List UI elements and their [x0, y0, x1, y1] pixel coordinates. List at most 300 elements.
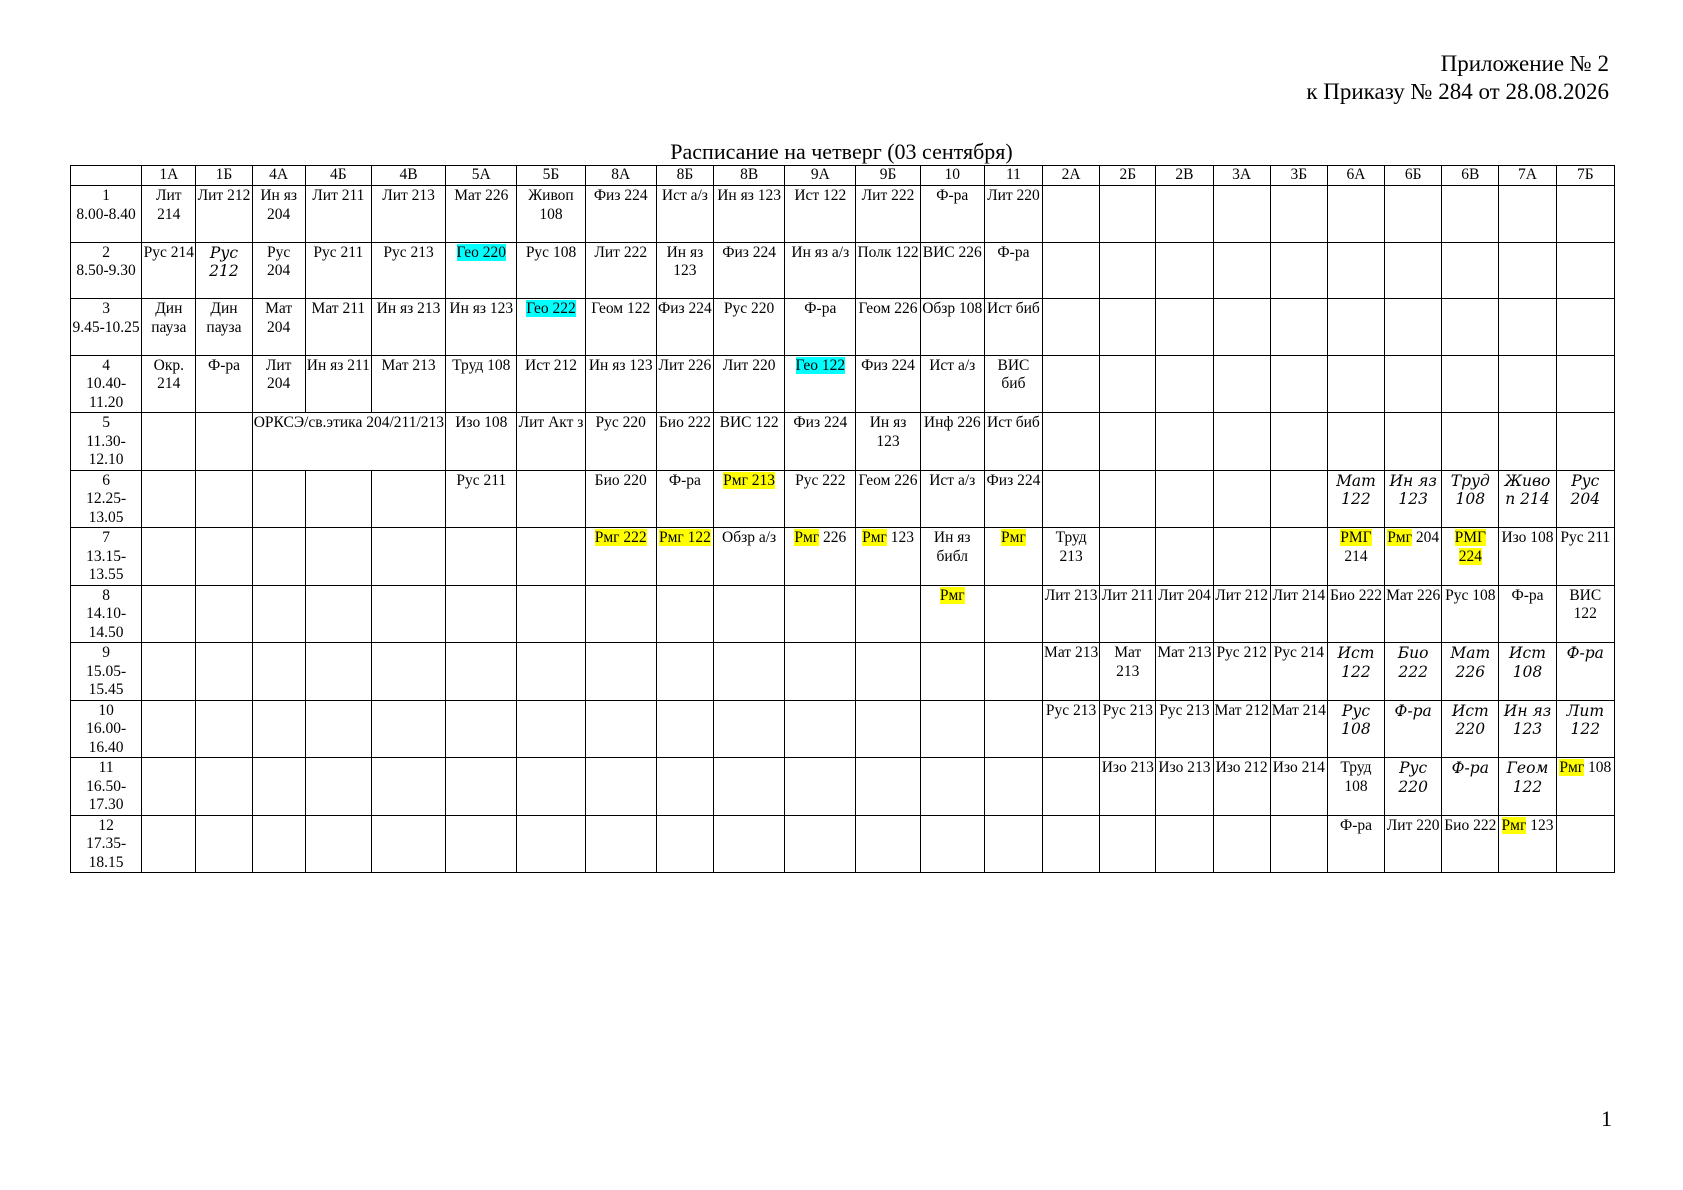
subject-room: Мат 213 [1114, 644, 1142, 680]
schedule-cell [920, 758, 984, 816]
subject-room: Лит 211 [312, 187, 365, 204]
subject-room: ВИС 122 [719, 414, 779, 431]
schedule-cell [856, 815, 920, 873]
schedule-cell [1270, 585, 1327, 643]
schedule-cell [1156, 470, 1213, 528]
schedule-cell [142, 355, 196, 413]
schedule-cell [196, 299, 252, 356]
schedule-cell [1327, 413, 1384, 471]
lesson-slot [71, 758, 142, 816]
schedule-cell [305, 643, 371, 701]
lesson-number: 2 [102, 243, 110, 261]
schedule-cell [1100, 585, 1156, 643]
schedule-cell [585, 643, 656, 701]
schedule-cell [1556, 413, 1614, 471]
schedule-cell [656, 585, 713, 643]
subject-room: Ист а/з [929, 356, 976, 374]
subject-room: Рмг 123 [1501, 816, 1554, 834]
schedule-cell [517, 355, 585, 413]
lesson-time: 8.00-8.40 [76, 205, 136, 223]
subject-room: Рус 220 [1398, 759, 1428, 796]
schedule-cell [920, 585, 984, 643]
schedule-cell [920, 700, 984, 758]
class-header: 4Б [305, 166, 371, 186]
schedule-cell [1556, 299, 1614, 356]
schedule-cell [196, 643, 252, 701]
schedule-cell [984, 528, 1042, 586]
subject-room: Дин пауза [151, 300, 187, 336]
subject-room: Ист биб [987, 300, 1040, 317]
schedule-cell [1442, 242, 1499, 299]
schedule-cell [446, 528, 517, 586]
schedule-cell [1043, 585, 1100, 643]
schedule-cell [656, 413, 713, 471]
subject-room: Ист 212 [525, 356, 577, 374]
schedule-cell [1100, 470, 1156, 528]
schedule-cell [305, 815, 371, 873]
schedule-cell [371, 815, 445, 873]
schedule-cell [1043, 186, 1100, 243]
schedule-cell [1556, 528, 1614, 586]
schedule-cell [1385, 585, 1442, 643]
subject-room: Ф-ра [668, 471, 701, 489]
subject-room: Рус 222 [795, 471, 846, 489]
schedule-cell [371, 242, 445, 299]
subject-room: Геом 226 [858, 300, 918, 317]
schedule-cell [1327, 186, 1384, 243]
lesson-slot [71, 355, 142, 413]
subject-room: Ф-ра [936, 187, 969, 204]
lesson-time: 10.40-11.20 [86, 375, 127, 411]
schedule-cell [585, 815, 656, 873]
subject-room: Рус 213 [383, 243, 434, 261]
lesson-row [71, 470, 1615, 528]
subject-room: Лит 211 [1101, 586, 1154, 604]
schedule-cell [371, 528, 445, 586]
schedule-cell [517, 186, 585, 243]
schedule-cell [142, 413, 196, 471]
lesson-number: 5 [102, 414, 110, 431]
schedule-cell [856, 643, 920, 701]
schedule-cell [196, 528, 252, 586]
subject-room: Рус 212 [1216, 644, 1267, 661]
subject-room: Труд 108 [1340, 759, 1372, 795]
schedule-cell [1043, 700, 1100, 758]
class-header: 10 [920, 166, 984, 186]
lesson-number: 12 [98, 816, 114, 834]
lesson-slot [71, 643, 142, 701]
schedule-cell [1499, 528, 1556, 586]
subject-room: Лит 213 [382, 187, 435, 204]
subject-room: Ист а/з [661, 187, 708, 204]
schedule-cell [656, 700, 713, 758]
schedule-cell [196, 758, 252, 816]
class-header: 2Б [1100, 166, 1156, 186]
lesson-row [71, 815, 1615, 873]
lesson-number: 10 [98, 701, 114, 719]
schedule-title: Расписание на четверг (03 сентября) [670, 139, 1013, 164]
schedule-cell [656, 470, 713, 528]
schedule-cell [1213, 355, 1270, 413]
schedule-cell [1499, 299, 1556, 356]
schedule-cell [371, 355, 445, 413]
schedule-cell [517, 700, 585, 758]
schedule-cell [984, 815, 1042, 873]
schedule-cell [142, 758, 196, 816]
corner-cell [71, 166, 142, 186]
subject-room: Лит 213 [1044, 586, 1098, 604]
schedule-cell [371, 585, 445, 643]
subject-room: Ф-ра [1394, 701, 1432, 720]
schedule-cell [142, 643, 196, 701]
schedule-cell [585, 413, 656, 471]
schedule-cell [196, 413, 252, 471]
schedule-cell [1385, 815, 1442, 873]
schedule-cell [1327, 242, 1384, 299]
schedule-cell [1156, 643, 1213, 701]
subject-room: Лит 204 [1158, 586, 1211, 604]
schedule-cell [1043, 413, 1100, 471]
lesson-slot [71, 186, 142, 243]
schedule-cell [785, 528, 856, 586]
schedule-cell [1499, 585, 1556, 643]
class-header: 6В [1442, 166, 1499, 186]
schedule-cell [984, 643, 1042, 701]
subject-room: Ин яз 123 [1389, 471, 1437, 508]
schedule-cell [785, 470, 856, 528]
subject-room: Лит 212 [197, 187, 251, 204]
schedule-cell [196, 186, 252, 243]
schedule-cell [585, 186, 656, 243]
schedule-cell [920, 242, 984, 299]
schedule-cell [656, 355, 713, 413]
schedule-cell [1043, 643, 1100, 701]
subject-room: Геом 122 [1506, 759, 1549, 796]
schedule-cell [714, 413, 785, 471]
schedule-cell [1385, 186, 1442, 243]
schedule-cell [196, 355, 252, 413]
schedule-cell [1213, 299, 1270, 356]
subject-room: Рмг 123 [862, 529, 914, 546]
subject-room: Рус 211 [1560, 529, 1611, 546]
subject-room: Мат 212 [1214, 701, 1269, 719]
schedule-cell [984, 585, 1042, 643]
subject-room: Лит 220 [1386, 816, 1440, 834]
subject-room: Мат 213 [381, 356, 436, 374]
schedule-cell [142, 242, 196, 299]
schedule-cell [517, 528, 585, 586]
schedule-cell [856, 758, 920, 816]
appendix-label: Приложение № 2 [1440, 51, 1609, 76]
lesson-number: 6 [102, 471, 110, 489]
subject-room: Мат 122 [1336, 471, 1376, 508]
schedule-cell [371, 470, 445, 528]
schedule-cell [785, 815, 856, 873]
subject-room: Ист 220 [1451, 701, 1489, 738]
schedule-cell [1556, 355, 1614, 413]
lesson-slot [71, 815, 142, 873]
subject-room: Ф-ра [1339, 816, 1372, 834]
schedule-cell [1499, 758, 1556, 816]
schedule-cell [785, 242, 856, 299]
schedule-cell [1442, 355, 1499, 413]
subject-room: Изо 212 [1215, 759, 1268, 776]
schedule-cell [142, 470, 196, 528]
subject-room: Ист а/з [929, 471, 976, 489]
schedule-cell [1385, 242, 1442, 299]
subject-room: Лит 122 [1566, 701, 1605, 738]
class-header: 6А [1327, 166, 1384, 186]
schedule-cell [371, 186, 445, 243]
subject-room: Обзр 108 [922, 300, 983, 317]
schedule-cell [920, 186, 984, 243]
schedule-cell [371, 700, 445, 758]
schedule-cell [1499, 815, 1556, 873]
subject-room: Лит 204 [265, 356, 292, 392]
schedule-cell [1385, 470, 1442, 528]
schedule-cell [1385, 643, 1442, 701]
subject-room: Лит 220 [987, 187, 1040, 204]
schedule-cell [1270, 758, 1327, 816]
schedule-cell [1270, 815, 1327, 873]
subject-room: Рус 108 [1445, 586, 1496, 604]
subject-room: Био 220 [594, 471, 647, 489]
schedule-cell [142, 815, 196, 873]
subject-room: Ист 108 [1509, 644, 1546, 681]
subject-room: Гео 220 [456, 243, 507, 261]
schedule-cell [585, 700, 656, 758]
schedule-cell [856, 528, 920, 586]
lesson-slot [71, 299, 142, 356]
lesson-time: 9.45-10.25 [72, 318, 140, 336]
subject-room: Ин яз а/з [791, 243, 850, 261]
subject-room: Рмг [939, 586, 965, 604]
subject-room: Живоп 108 [528, 187, 574, 223]
schedule-cell [1213, 815, 1270, 873]
schedule-cell [1213, 186, 1270, 243]
subject-room: Мат 226 [454, 187, 509, 204]
subject-room: ОРКСЭ/св.этика 204/211/213 [253, 414, 444, 431]
schedule-cell [1385, 700, 1442, 758]
schedule-cell [517, 299, 585, 356]
subject-room: Геом 122 [591, 300, 651, 317]
schedule-cell [1043, 815, 1100, 873]
schedule-cell [984, 299, 1042, 356]
schedule-cell [1100, 643, 1156, 701]
schedule-cell [1043, 528, 1100, 586]
lesson-number: 7 [102, 529, 110, 546]
document-header [1306, 50, 1609, 106]
schedule-cell [1213, 413, 1270, 471]
schedule-cell [1499, 355, 1556, 413]
schedule-cell [1499, 413, 1556, 471]
subject-room: Гео 222 [526, 300, 576, 317]
class-header: 1А [142, 166, 196, 186]
schedule-cell [196, 585, 252, 643]
schedule-cell [1442, 413, 1499, 471]
schedule-cell [371, 643, 445, 701]
schedule-cell [305, 242, 371, 299]
schedule-cell [1213, 758, 1270, 816]
subject-room: Рус 108 [525, 243, 577, 261]
subject-room: Рус 213 [1159, 701, 1210, 719]
schedule-cell [1100, 413, 1156, 471]
schedule-cell [252, 585, 305, 643]
schedule-cell [585, 585, 656, 643]
schedule-cell [1043, 299, 1100, 356]
subject-room: Физ 224 [793, 414, 848, 431]
schedule-cell [1442, 585, 1499, 643]
schedule-cell [1100, 758, 1156, 816]
subject-room: Рус 108 [1341, 701, 1371, 738]
schedule-cell [714, 355, 785, 413]
lesson-number: 9 [102, 644, 110, 661]
subject-room: Био 222 [1444, 816, 1497, 834]
class-header: 5Б [517, 166, 585, 186]
subject-room: Рмг 204 [1387, 529, 1440, 546]
subject-room: Окр. 214 [153, 356, 184, 392]
schedule-cell [1499, 470, 1556, 528]
subject-room: Мат 213 [1044, 644, 1099, 661]
schedule-cell [196, 700, 252, 758]
subject-room: Физ 224 [658, 300, 712, 317]
class-header: 11 [984, 166, 1042, 186]
subject-room: Ист биб [987, 414, 1040, 431]
schedule-cell [920, 528, 984, 586]
schedule-cell [984, 355, 1042, 413]
schedule-cell [1100, 299, 1156, 356]
class-header: 8А [585, 166, 656, 186]
schedule-cell [446, 758, 517, 816]
schedule-cell [1156, 355, 1213, 413]
subject-room: Изо 213 [1101, 759, 1154, 776]
schedule-cell [585, 528, 656, 586]
schedule-cell [714, 528, 785, 586]
subject-room: Живоп 214 [1504, 471, 1551, 508]
schedule-cell [371, 299, 445, 356]
subject-room: Физ 224 [861, 356, 915, 374]
schedule-cell [446, 355, 517, 413]
subject-room: Ин яз 213 [376, 300, 441, 317]
schedule-cell [785, 585, 856, 643]
schedule-cell [142, 700, 196, 758]
schedule-cell [1156, 758, 1213, 816]
subject-room: РМГ 214 [1340, 529, 1372, 565]
subject-room: Лит 214 [156, 187, 182, 223]
subject-room: Гео 122 [795, 356, 846, 374]
schedule-cell [1156, 186, 1213, 243]
schedule-cell [305, 758, 371, 816]
schedule-cell [1327, 758, 1384, 816]
lesson-time: 13.15-13.55 [86, 547, 127, 583]
class-header-row [71, 166, 1615, 186]
schedule-cell [785, 758, 856, 816]
subject-room: Ф-ра [1451, 759, 1489, 777]
subject-room: Труд 213 [1055, 529, 1087, 565]
schedule-cell [920, 355, 984, 413]
class-header: 1Б [196, 166, 252, 186]
subject-room: Физ 224 [722, 243, 776, 261]
schedule-cell [1327, 643, 1384, 701]
lesson-slot [71, 528, 142, 586]
subject-room: Ин яз 123 [449, 300, 514, 317]
schedule-cell [920, 413, 984, 471]
subject-room: Рус 211 [456, 471, 507, 489]
schedule-cell [920, 815, 984, 873]
class-header: 7А [1499, 166, 1556, 186]
class-header: 3А [1213, 166, 1270, 186]
schedule-cell [1213, 700, 1270, 758]
page-number: 1 [1601, 1106, 1612, 1131]
subject-room: Био 222 [1397, 644, 1429, 681]
schedule-cell [656, 242, 713, 299]
subject-room: РМГ 224 [1454, 529, 1486, 565]
schedule-cell [785, 186, 856, 243]
schedule-cell [1100, 186, 1156, 243]
subject-room: Рус 214 [1273, 644, 1324, 661]
lesson-row [71, 758, 1615, 816]
subject-room: Мат 226 [1450, 644, 1491, 681]
schedule-cell [1327, 815, 1384, 873]
subject-room: Ин яз 123 [869, 414, 907, 450]
schedule-cell [1100, 355, 1156, 413]
subject-room: Лит 222 [594, 243, 648, 261]
schedule-cell [984, 242, 1042, 299]
schedule-cell [1556, 242, 1614, 299]
subject-room: ВИС 122 [1569, 586, 1602, 622]
schedule-cell [252, 528, 305, 586]
schedule-cell [856, 700, 920, 758]
schedule-cell [714, 815, 785, 873]
schedule-cell [1100, 242, 1156, 299]
schedule-cell [196, 815, 252, 873]
class-header: 2А [1043, 166, 1100, 186]
schedule-cell [1442, 299, 1499, 356]
schedule-cell [656, 643, 713, 701]
subject-room: Ф-ра [1511, 586, 1544, 604]
subject-room: Ин яз 211 [306, 356, 370, 374]
schedule-cell [856, 413, 920, 471]
schedule-cell [714, 186, 785, 243]
subject-room: Мат 211 [311, 300, 366, 317]
subject-room: Рус 220 [595, 414, 646, 431]
schedule-cell [785, 643, 856, 701]
schedule-cell [252, 815, 305, 873]
schedule-cell [856, 470, 920, 528]
subject-room: Изо 213 [1158, 759, 1211, 776]
lesson-time: 17.35-18.15 [86, 835, 127, 871]
schedule-cell [1499, 242, 1556, 299]
subject-room: Геом 226 [858, 471, 918, 489]
subject-room: Рмг 213 [723, 471, 776, 489]
schedule-cell [252, 470, 305, 528]
schedule-cell [1270, 700, 1327, 758]
subject-room: Лит Акт з [518, 414, 584, 431]
schedule-cell [585, 355, 656, 413]
schedule-cell [1442, 700, 1499, 758]
schedule-cell [714, 758, 785, 816]
subject-room: Ин яз 123 [588, 356, 653, 374]
schedule-cell [585, 470, 656, 528]
schedule-cell [984, 186, 1042, 243]
schedule-cell [656, 528, 713, 586]
schedule-cell [1442, 643, 1499, 701]
class-header: 4А [252, 166, 305, 186]
schedule-cell [856, 299, 920, 356]
subject-room: Ин яз 123 [717, 187, 781, 204]
subject-room: Ин яз 204 [260, 187, 297, 223]
schedule-body [71, 186, 1615, 873]
